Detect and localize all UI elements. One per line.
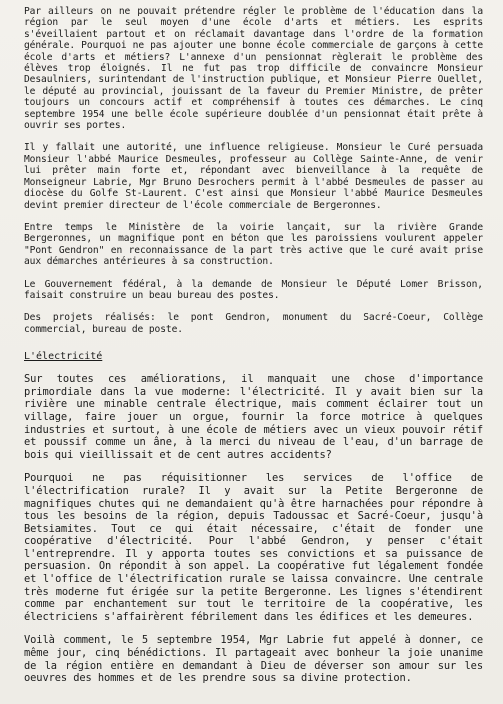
paragraph-projects: Des projets réalisés: le pont Gendron, monument du Sacré-Coeur, Collège commercial, bureau de poste. [24, 312, 483, 335]
paragraph-pont-gendron: Entre temps le Ministère de la voirie lançait, sur la rivière Grande Bergeronnes, un magnifique pont en béton que les paroissiens voulurent appeler "Pont Gendron" en reconnaissance de la part très active que le curé avait prise aux démarches antérieures à sa construction. [24, 221, 483, 268]
paragraph-religious-authority: Il y fallait une autorité, une influence religieuse. Monsieur le Curé persuada Monsieur l'abbé Maurice Desmeules, professeur au Collège Sainte-Anne, de venir lui prêter main forte et, répondant avec bienveillance à la requête de Monseigneur Labrie, Mgr Bruno Desrochers permit à l'abbé Desmeules de passer au diocèse du Golfe St-Laurent. C'est ainsi que Monsieur l'abbé Maurice Desmeules devint premier directeur de l'école commerciale de Bergeronnes. [24, 142, 483, 211]
section-heading-electricity: L'électricité [24, 351, 103, 363]
paragraph-post-office: Le Gouvernement fédéral, à la demande de Monsieur le Député Lomer Brisson, faisait construire un beau bureau des postes. [24, 278, 483, 301]
paragraph-electrification-office: Pourquoi ne pas réquisitionner les services de l'office de l'électrification rurale? Il y avait sur la Petite Bergeronne de magnifiques chutes qui ne demandaient qu'à être harnachées pour répondre à tous les besoins de la région, depuis Tadoussac et Sacré-Coeur, jusqu'à Betsiamites. Tout ce qui était nécessaire, c'était de fonder une coopérative d'électricité. Pour l'abbé Gendron, y penser c'était l'entreprendre. Il y apporta toutes ses convictions et sa puissance de persuasion. On répondit à son appel. La coopérative fut légalement fondée et l'office de l'électrification rurale se laissa convaincre. Une centrale très moderne fut érigée sur la petite Bergeronne. Les lignes s'étendirent comme par enchantement sur tout le territoire de la coopérative, les électriciens s'affairèrent fébrilement dans les édifices et les demeures. [24, 472, 483, 623]
paragraph-blessings: Voilà comment, le 5 septembre 1954, Mgr Labrie fut appelé à donner, ce même jour, cinq bénédictions. Il partageait avec bonheur la joie unanime de la région entière en demandant à Dieu de déverser son amour sur les oeuvres des hommes et de les prendre sous sa divine protection. [24, 634, 483, 685]
paragraph-education: Par ailleurs on ne pouvait prétendre régler le problème de l'éducation dans la région par le seul moyen d'une école d'arts et métiers. Les esprits s'éveillaient partout et on réclamait davantage dans l'ordre de la formation générale. Pourquoi ne pas ajouter une bonne école commerciale de garçons à cette école d'arts et métiers? L'annexe d'un pensionnat règlerait le problème des élèves trop éloignés. Il ne fut pas trop difficile de convaincre Monsieur Desaulniers, surintendant de l'instruction publique, et Monsieur Pierre Ouellet, le député au provincial, jouissant de la faveur du Premier Ministre, de prêter toujours un concours actif et compréhensif à toutes ces démarches. Le cinq septembre 1954 une belle école supérieure doublée d'un pensionnat était prête à ouvrir ses portes. [24, 6, 483, 132]
paragraph-electricity-need: Sur toutes ces améliorations, il manquait une chose d'importance primordiale dans la vue moderne: l'électricité. Il y avait bien sur la rivière une minable centrale électrique, mais comment éclairer tout un village, faire jouer un orgue, fournir la force motrice à quelques industries et surtout, à une école de métiers avec un vieux pouvoir rétif et poussif comme un âne, à la merci du niveau de l'eau, d'un barrage de bois qui vieillissait et de cent autres accidents? [24, 373, 483, 461]
